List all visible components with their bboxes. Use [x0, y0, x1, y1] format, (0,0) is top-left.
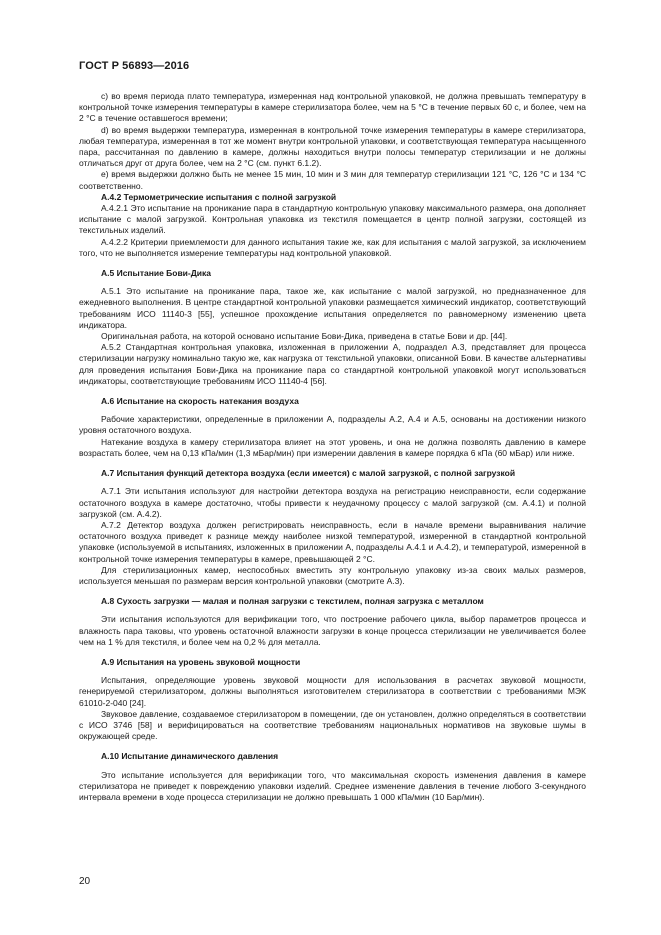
paragraph: А.5.1 Это испытание на проникание пара, такое же, как испытание с малой загрузкой, но предназначенное для ежедневного выполнения. В центре стандартной контрольной упаковки размещается химический индикатор, соответствующий требованиям ИСО 11140-3 [55], успешное прохождение испытания определяется по равномерному изменению цвета индикатора.	[79, 286, 586, 330]
paragraph: Это испытание используется для верификации того, что максимальная скорость изменения давления в камере стерилизатора не приведет к повреждению упаковки изделий. Среднее изменение давления в течение любого 3-секундного интервала времени в ходе процесса стерилизации не должно превышать 1 000 кПа/мин (10 Бар/мин).	[79, 769, 586, 802]
paragraph: А.5.2 Стандартная контрольная упаковка, изложенная в приложении А, подраздел А.3, представляет для процесса стерилизации нагрузку номинально такую же, как нагрузка от текстильной упаковки, описанной Бови. В качестве альтернативы для проведения испытания Бови-Дика на проникание пара со стандартной контрольной упаковкой могут использоваться индикаторы, соответствующие требованиям ИСО 11140-4 [56].	[79, 342, 586, 386]
paragraph: А.4.2.2 Критерии приемлемости для данного испытания такие же, как для испытания с малой загрузкой, за исключением того, что не выполняется измерение температуры над контрольной упаковкой.	[79, 236, 586, 258]
paragraph: d) во время выдержки температура, измеренная в контрольной точке измерения температуры в камере стерилизатора, любая температура, измеренная в тот же момент внутри контрольной упаковки, и соответствующая температура насыщенного пара, рассчитанная по давлению в камере, должны находиться внутри полосы температур стерилизации и не должны отличаться друг от друга более, чем на 2 °C (см. пункт 6.1.2).	[79, 124, 586, 169]
paragraph: А.7.2 Детектор воздуха должен регистрировать неисправность, если в начале времени выравнивания наличие остаточного воздуха приведет к разнице между наиболее низкой температурой, измеренной в стандартной контрольной упаковке (используемой в испытаниях, изложенных в приложении А, подразделы А.4.1 и А.4.2), и температурой, измеренной в контрольной точке измерения температуры в камере, превышающей 2 °C.	[79, 519, 586, 564]
paragraph: А.7.1 Эти испытания используют для настройки детектора воздуха на регистрацию неисправности, если содержание остаточного воздуха в камере достаточно, чтобы привести к неудачному процессу с малой загрузкой (см. А.4.1) и полной загрузкой (см. А.4.2).	[79, 486, 586, 519]
section-heading: А.4.2 Термометрические испытания с полной загрузкой	[101, 191, 337, 202]
document-header: ГОСТ Р 56893—2016	[79, 60, 190, 72]
section-heading: А.8 Сухость загрузки — малая и полная загрузки с текстилем, полная загрузка с металлом	[101, 596, 484, 607]
paragraph: Эти испытания используются для верификации того, что построение рабочего цикла, выбор параметров процесса и влажность пара таковы, что уровень остаточной влажности загрузки в конце процесса стерилизации не увеличивается более чем на 1 % для текстиля, и более чем на 0,2 % для металла.	[79, 614, 586, 647]
document-body	[79, 91, 586, 803]
paragraph: Испытания, определяющие уровень звуковой мощности для использования в расчетах звуковой мощности, генерируемой стерилизатором, должны выполняться изготовителем стерилизатора в соответствии с требованиями МЭК 61010-2-040 [24].	[79, 675, 586, 708]
paragraph: c) во время периода плато температура, измеренная над контрольной упаковкой, не должна превышать температуру в контрольной точке измерения температуры в камере стерилизатора более, чем на 5 °C в течение первых 60 с, и более, чем на 2 °C в течение оставшегося времени;	[79, 91, 586, 124]
paragraph: e) время выдержки должно быть не менее 15 мин, 10 мин и 3 мин для температур стерилизации 121 °C, 126 °C и 134 °C соответственно.	[79, 169, 586, 191]
paragraph: Для стерилизационных камер, неспособных вместить эту контрольную упаковку из-за своих малых размеров, используется меньшая по размерам версия контрольной упаковки (смотрите А.3).	[79, 564, 586, 586]
section-heading: А.9 Испытания на уровень звуковой мощности	[101, 656, 301, 667]
section-heading: А.7 Испытания функций детектора воздуха (если имеется) с малой загрузкой, с полной загрузкой	[101, 468, 516, 479]
paragraph: Рабочие характеристики, определенные в приложении А, подразделы А.2, А.4 и А.5, основаны на достижении низкого уровня остаточного воздуха.	[79, 414, 586, 436]
section-heading: А.10 Испытание динамического давления	[101, 751, 279, 762]
paragraph: Оригинальная работа, на которой основано испытание Бови-Дика, приведена в статье Бови и др. [44].	[101, 331, 508, 342]
paragraph: Звуковое давление, создаваемое стерилизатором в помещении, где он установлен, должно определяться в соответствии с ИСО 3746 [58] и верифицироваться на соответствие требованиям национальных нормативов на звуковые шумы в окружающей среде.	[79, 708, 586, 742]
page-number: 20	[79, 876, 91, 887]
section-heading: А.5 Испытание Бови-Дика	[101, 268, 212, 279]
paragraph: Натекание воздуха в камеру стерилизатора влияет на этот уровень, и она не должна позволять давлению в камере возрастать более, чем на 0,13 кПа/мин (1,3 мБар/мин) при измерении давления в камере порядка 6 кПа (60 мБар) или ниже.	[79, 436, 586, 458]
paragraph: А.4.2.1 Это испытание на проникание пара в стандартную контрольную упаковку максимального размера, она дополняет испытание с малой загрузкой. Контрольная упаковка из текстиля помещается в центр полной загрузки, состоящей из текстильных изделий.	[79, 203, 586, 236]
section-heading: А.6 Испытание на скорость натекания воздуха	[101, 396, 299, 407]
